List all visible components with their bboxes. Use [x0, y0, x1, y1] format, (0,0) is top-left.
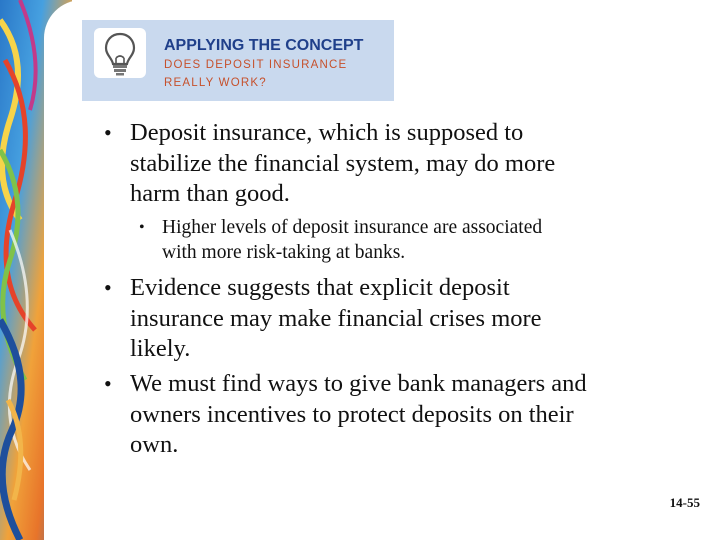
bullet-line: owners incentives to protect deposits on their [130, 400, 574, 428]
bullet-line: We must find ways to give bank managers and [130, 370, 587, 397]
bullet-item [104, 118, 684, 210]
lightbulb-icon [94, 28, 146, 78]
bullet-dot: • [104, 275, 112, 300]
bullet-line: with more risk-taking at banks. [162, 242, 406, 263]
page-number: 14-55 [669, 495, 700, 510]
bullet-line: harm than good. [130, 180, 290, 207]
bullet-line: Evidence suggests that explicit deposit [130, 274, 510, 301]
banner-title: APPLYING THE CONCEPT [164, 37, 364, 54]
sub-bullet-item [139, 215, 659, 265]
bullet-item [104, 273, 684, 365]
bullet-line: Deposit insurance, which is supposed to [130, 119, 524, 146]
bullet-line: Higher levels of deposit insurance are associated [162, 217, 543, 238]
bullet-dot: • [104, 371, 112, 396]
banner-subtitle-line2: REALLY WORK? [164, 77, 267, 89]
banner-subtitle-line1: DOES DEPOSIT INSURANCE [164, 59, 348, 71]
lightbulb-icon-box [94, 28, 146, 78]
bullet-line: likely. [130, 335, 191, 362]
bullet-line: stabilize the financial system, may do more [130, 149, 556, 177]
bullet-line: insurance may make financial crises more [130, 304, 542, 332]
bullet-dot: • [104, 120, 112, 145]
bullet-line: own. [130, 431, 179, 458]
bullet-item [104, 369, 684, 461]
bullet-dot: • [139, 219, 145, 236]
applying-the-concept-banner [82, 20, 394, 101]
